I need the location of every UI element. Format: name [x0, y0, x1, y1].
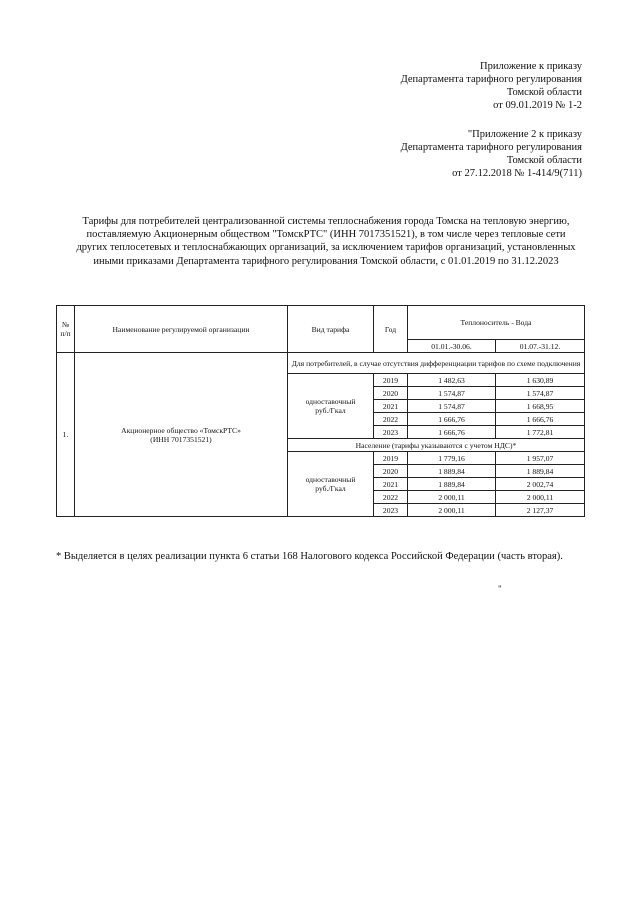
value-h1-cell: 1 574,87 — [408, 387, 496, 400]
value-h1-cell: 2 000,11 — [408, 504, 496, 517]
year-cell: 2020 — [374, 387, 408, 400]
table-header-row — [57, 306, 585, 340]
header-period-2: 01.07.-31.12. — [496, 340, 585, 353]
year-cell: 2021 — [374, 478, 408, 491]
header-num: № п/п — [57, 306, 75, 353]
value-h2-cell: 2 127,37 — [496, 504, 585, 517]
value-h1-cell: 2 000,11 — [408, 491, 496, 504]
section-label: Для потребителей, в случае отсутствия дифференциации тарифов по схеме подключения — [288, 353, 585, 374]
tariff-type: одноставочный — [305, 475, 356, 484]
header-org: Наименование регулируемой организации — [75, 306, 288, 353]
value-h1-cell: 1 574,87 — [408, 400, 496, 413]
row-number: 1. — [57, 353, 75, 517]
document-title: Тарифы для потребителей централизованной системы теплоснабжения города Томска на тепловую энергию, поставляемую Акционерным обществом "ТомскРТС" (ИНН 7017351521), в том числе через тепловые сети других теплосетевых и теплоснабжающих организаций, за исключением тарифов организаций, установленных иными приказами Департамента тарифного регулирования Томской области, с 01.01.2019 по 31.12.2023 — [76, 216, 576, 267]
value-h2-cell: 1 668,95 — [496, 400, 585, 413]
org-name-cell — [75, 353, 288, 517]
section-label: Население (тарифы указываются с учетом НДС)* — [288, 439, 585, 452]
appendix-header-line: Томской области — [506, 155, 582, 166]
value-h1-cell: 1 889,84 — [408, 465, 496, 478]
org-name: Акционерное общество «ТомскРТС» — [121, 425, 241, 435]
appendix-header-line: Департамента тарифного регулирования — [400, 142, 582, 153]
appendix-header-line: от 27.12.2018 № 1-414/9(711) — [452, 168, 582, 179]
tariff-type-cell — [288, 374, 374, 439]
year-cell: 2019 — [374, 452, 408, 465]
order-header-line: от 09.01.2019 № 1-2 — [493, 100, 582, 111]
header-period-1: 01.01.-30.06. — [408, 340, 496, 353]
value-h2-cell: 2 000,11 — [496, 491, 585, 504]
header-year: Год — [374, 306, 408, 353]
order-header-line: Департамента тарифного регулирования — [400, 74, 582, 85]
year-cell: 2019 — [374, 374, 408, 387]
appendix-header-line: "Приложение 2 к приказу — [467, 129, 582, 140]
value-h1-cell: 1 482,63 — [408, 374, 496, 387]
tariff-unit: руб./Гкал — [315, 484, 346, 493]
value-h2-cell: 1 574,87 — [496, 387, 585, 400]
footnote: * Выделяется в целях реализации пункта 6 статьи 168 Налогового кодекса Российской Федерации (часть вторая). — [56, 551, 563, 562]
year-cell: 2021 — [374, 400, 408, 413]
year-cell: 2022 — [374, 491, 408, 504]
closing-quote-mark: " — [498, 584, 502, 594]
value-h1-cell: 1 889,84 — [408, 478, 496, 491]
tariff-unit: руб./Гкал — [315, 406, 346, 415]
year-cell: 2020 — [374, 465, 408, 478]
value-h1-cell: 1 779,16 — [408, 452, 496, 465]
org-inn: (ИНН 7017351521) — [150, 434, 212, 444]
value-h2-cell: 1 666,76 — [496, 413, 585, 426]
order-header-line: Томской области — [506, 87, 582, 98]
value-h1-cell: 1 666,76 — [408, 426, 496, 439]
value-h2-cell: 1 957,07 — [496, 452, 585, 465]
order-header-line: Приложение к приказу — [480, 61, 582, 72]
year-cell: 2023 — [374, 426, 408, 439]
value-h2-cell: 1 889,84 — [496, 465, 585, 478]
header-carrier: Теплоноситель - Вода — [408, 306, 585, 340]
order-header — [401, 60, 582, 112]
tariff-type: одноставочный — [305, 397, 356, 406]
year-cell: 2022 — [374, 413, 408, 426]
value-h2-cell: 1 772,81 — [496, 426, 585, 439]
value-h2-cell: 2 002,74 — [496, 478, 585, 491]
tariff-type-cell — [288, 452, 374, 517]
appendix-header — [401, 128, 582, 180]
value-h2-cell: 1 630,89 — [496, 374, 585, 387]
year-cell: 2023 — [374, 504, 408, 517]
tariff-table — [56, 305, 585, 517]
value-h1-cell: 1 666,76 — [408, 413, 496, 426]
section-row — [57, 353, 585, 374]
header-tariff-type: Вид тарифа — [288, 306, 374, 353]
